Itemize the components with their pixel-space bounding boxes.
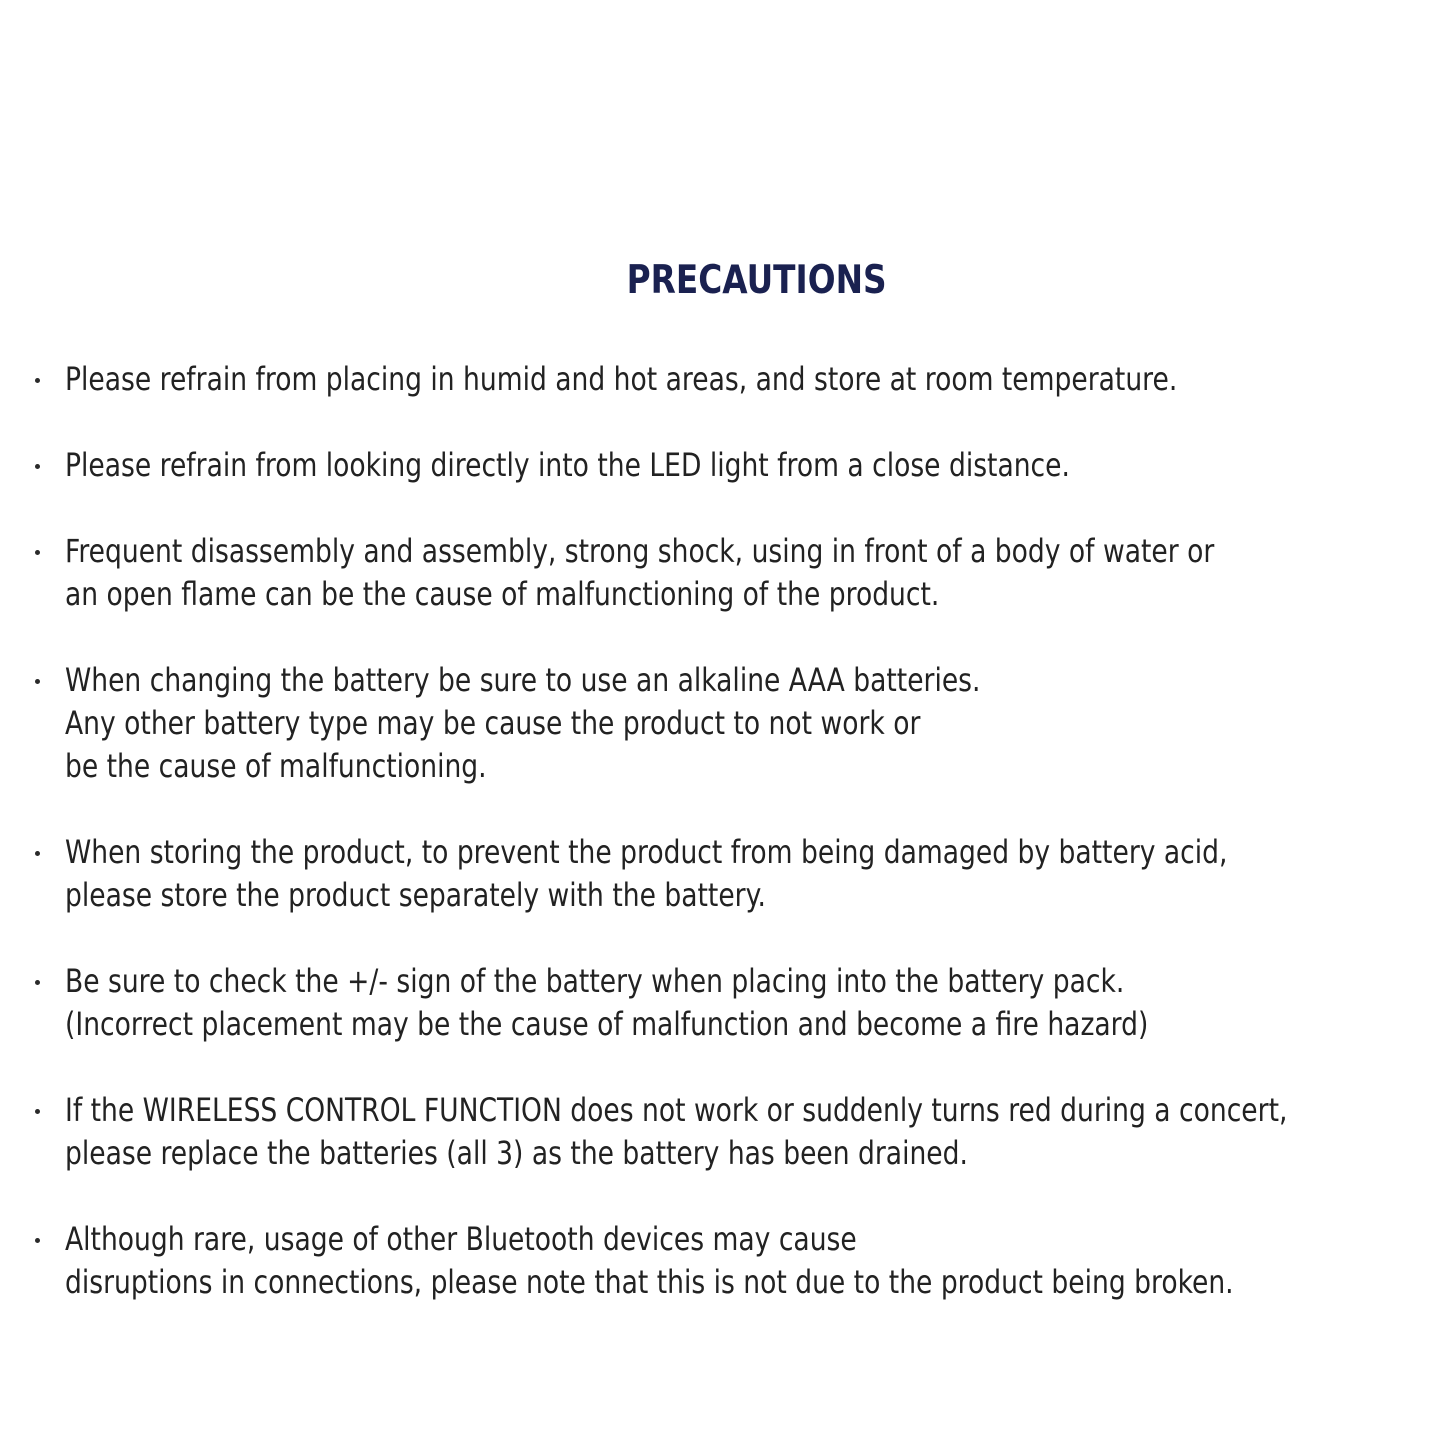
list-item <box>0 358 1445 401</box>
item-text-line: Frequent disassembly and assembly, strong shock, using in front of a body of water or <box>65 532 1215 570</box>
item-text-line: Please refrain from placing in humid and hot areas, and store at room temperature. <box>65 360 1178 398</box>
bullet-icon <box>35 1109 40 1114</box>
bullet-icon <box>35 679 40 684</box>
item-text-line: Any other battery type may be cause the product to not work or <box>65 704 921 742</box>
list-item <box>0 1218 1445 1304</box>
list-item <box>0 960 1445 1046</box>
bullet-icon <box>35 851 40 856</box>
bullet-icon <box>35 1238 40 1243</box>
list-item <box>0 444 1445 487</box>
page-title: PRECAUTIONS <box>626 258 887 303</box>
list-item <box>0 659 1445 788</box>
item-text-line: an open flame can be the cause of malfunctioning of the product. <box>65 575 940 613</box>
bullet-icon <box>35 550 40 555</box>
item-text-line: please replace the batteries (all 3) as the battery has been drained. <box>65 1134 968 1172</box>
item-text-line: please store the product separately with the battery. <box>65 876 766 914</box>
bullet-icon <box>35 980 40 985</box>
item-text-line: Although rare, usage of other Bluetooth devices may cause <box>65 1220 857 1258</box>
item-text-line: Be sure to check the +/- sign of the battery when placing into the battery pack. <box>65 962 1125 1000</box>
item-text-line: If the WIRELESS CONTROL FUNCTION does not work or suddenly turns red during a concert, <box>65 1091 1288 1129</box>
list-item <box>0 530 1445 616</box>
item-text-line: be the cause of malfunctioning. <box>65 747 487 785</box>
bullet-icon <box>35 378 40 383</box>
item-text-line: When storing the product, to prevent the product from being damaged by battery acid, <box>65 833 1228 871</box>
item-text-line: Please refrain from looking directly into the LED light from a close distance. <box>65 446 1070 484</box>
bullet-icon <box>35 464 40 469</box>
item-text-line: When changing the battery be sure to use an alkaline AAA batteries. <box>65 661 981 699</box>
item-text-line: (Incorrect placement may be the cause of malfunction and become a fire hazard) <box>65 1005 1149 1043</box>
precautions-list <box>0 358 1445 1347</box>
list-item <box>0 1089 1445 1175</box>
list-item <box>0 831 1445 917</box>
item-text-line: disruptions in connections, please note that this is not due to the product being broken. <box>65 1263 1234 1301</box>
